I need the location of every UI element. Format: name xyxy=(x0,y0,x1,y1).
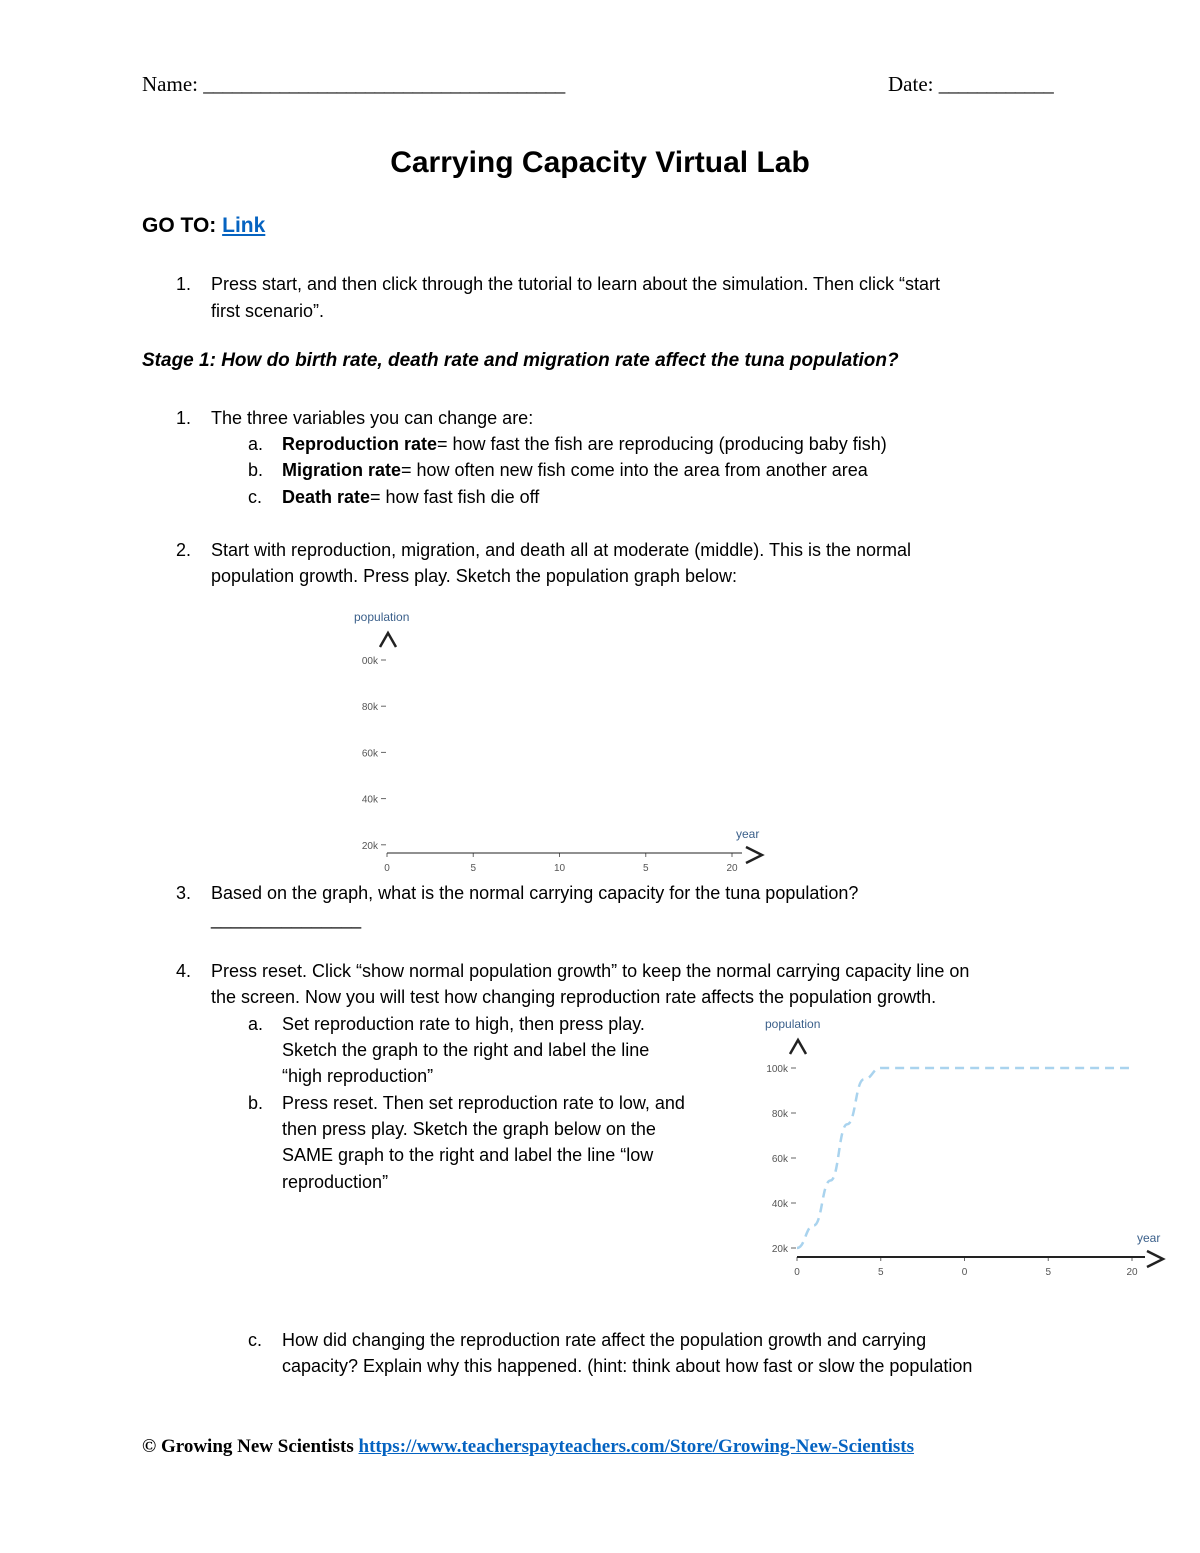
term-migration-rate: Migration rate xyxy=(282,460,402,480)
lab-link[interactable]: Link xyxy=(222,214,266,237)
goto-label: GO TO: xyxy=(142,214,217,237)
s1-item3-number: 3. xyxy=(176,883,192,903)
subitem-letter: b. xyxy=(248,460,264,480)
y-tick-label: 20k xyxy=(361,840,378,852)
s1-item3-line1: Based on the graph, what is the normal carrying capacity for the tuna population? xyxy=(211,883,859,903)
y-tick-label: 80k xyxy=(361,702,378,714)
answer-blank: _______________ xyxy=(211,909,362,929)
date-label: Date: xyxy=(888,72,934,96)
footer-copyright: © Growing New Scientists xyxy=(142,1436,354,1457)
y-axis-arrow-icon xyxy=(790,1040,806,1054)
stage1-heading: Stage 1: How do birth rate, death rate and migration rate affect the tuna population? xyxy=(142,350,899,371)
item4c-line: capacity? Explain why this happened. (hint: think about how fast or slow the population xyxy=(282,1356,973,1376)
item4a-line: “high reproduction” xyxy=(282,1066,434,1086)
x-tick-label: 20 xyxy=(1126,1267,1138,1278)
y-axis-label: population xyxy=(354,610,410,624)
item4a-line: Sketch the graph to the right and label the line xyxy=(282,1040,650,1060)
x-tick-label: 0 xyxy=(961,1267,968,1278)
item4b-line: SAME graph to the right and label the line “low xyxy=(282,1145,654,1165)
def-reproduction-rate: = how fast the fish are reproducing (producing baby fish) xyxy=(437,434,887,454)
def-death-rate: = how fast fish die off xyxy=(370,487,540,507)
y-tick-label: 40k xyxy=(361,794,378,806)
y-tick-label: 40k xyxy=(771,1199,788,1210)
y-tick-label: 60k xyxy=(771,1154,788,1165)
subitem-migration xyxy=(282,457,868,483)
x-tick-label: 20 xyxy=(726,863,738,874)
s1-item2-number: 2. xyxy=(176,540,192,560)
date-field xyxy=(888,72,1053,97)
item4b-letter: b. xyxy=(248,1093,264,1113)
x-axis-arrow-icon xyxy=(746,847,762,863)
name-blank: ______________________________________ xyxy=(203,72,565,96)
s1-item2-line2: population growth. Press play. Sketch the population graph below: xyxy=(211,566,737,586)
intro-item-line1: Press start, and then click through the tutorial to learn about the simulation. Then click “start xyxy=(211,274,941,294)
x-axis-label: year xyxy=(1137,1231,1161,1245)
x-tick-label: 10 xyxy=(553,863,566,874)
s1-item1-number: 1. xyxy=(176,408,192,428)
normal-growth-line xyxy=(797,1068,1132,1248)
date-blank: ____________ xyxy=(938,72,1053,96)
item4b-line: Press reset. Then set reproduction rate to low, and xyxy=(282,1093,685,1113)
subitem-reproduction xyxy=(282,431,887,457)
y-axis-label: population xyxy=(765,1017,821,1031)
intro-item-number: 1. xyxy=(176,274,192,294)
population-graph-svg xyxy=(340,600,780,875)
x-tick-label: 0 xyxy=(794,1267,800,1278)
population-graph-svg xyxy=(745,1008,1175,1278)
y-tick-label: 60k xyxy=(361,748,378,760)
item4a-line: Set reproduction rate to high, then press play. xyxy=(282,1014,645,1034)
population-graph-normal xyxy=(745,1008,1175,1278)
s1-item2-line1: Start with reproduction, migration, and death all at moderate (middle). This is the normal xyxy=(211,540,912,560)
page-title: Carrying Capacity Virtual Lab xyxy=(390,146,810,179)
subitem-death xyxy=(282,484,539,510)
x-axis-arrow-icon xyxy=(1147,1251,1163,1267)
x-axis-label: year xyxy=(736,827,760,841)
term-death-rate: Death rate xyxy=(282,487,371,507)
def-migration-rate: = how often new fish come into the area from another area xyxy=(401,460,868,480)
x-tick-label: 5 xyxy=(470,863,477,874)
name-label: Name: xyxy=(142,72,198,96)
item4b-line: reproduction” xyxy=(282,1172,389,1192)
s1-item4-number: 4. xyxy=(176,961,192,981)
y-axis-arrow-icon xyxy=(380,633,396,647)
intro-item-line2: first scenario”. xyxy=(211,301,325,321)
subitem-letter: c. xyxy=(248,487,263,507)
item4c-line: How did changing the reproduction rate affect the population growth and carrying xyxy=(282,1330,927,1350)
item4b-line: then press play. Sketch the graph below on the xyxy=(282,1119,656,1139)
footer xyxy=(142,1436,914,1458)
item4a-letter: a. xyxy=(248,1014,264,1034)
s1-item4-line2: the screen. Now you will test how changing reproduction rate affects the population growth. xyxy=(211,987,937,1007)
x-tick-label: 5 xyxy=(877,1267,884,1278)
name-field xyxy=(142,72,564,97)
y-tick-label: 00k xyxy=(361,656,378,667)
item4c-letter: c. xyxy=(248,1330,263,1350)
term-reproduction-rate: Reproduction rate xyxy=(282,434,438,454)
s1-item1-text: The three variables you can change are: xyxy=(211,408,534,428)
s1-item4-line1: Press reset. Click “show normal population growth” to keep the normal carrying capacity line on xyxy=(211,961,970,981)
footer-store-link[interactable]: https://www.teacherspayteachers.com/Store/Growing-New-Scientists xyxy=(358,1436,915,1457)
y-tick-label: 20k xyxy=(771,1244,788,1255)
x-tick-label: 0 xyxy=(384,863,390,874)
subitem-letter: a. xyxy=(248,434,264,454)
goto-line xyxy=(142,214,265,238)
y-tick-label: 100k xyxy=(766,1064,788,1075)
x-tick-label: 5 xyxy=(1045,1267,1052,1278)
x-tick-label: 5 xyxy=(642,863,649,874)
population-graph-blank xyxy=(340,600,780,875)
y-tick-label: 80k xyxy=(771,1109,788,1120)
